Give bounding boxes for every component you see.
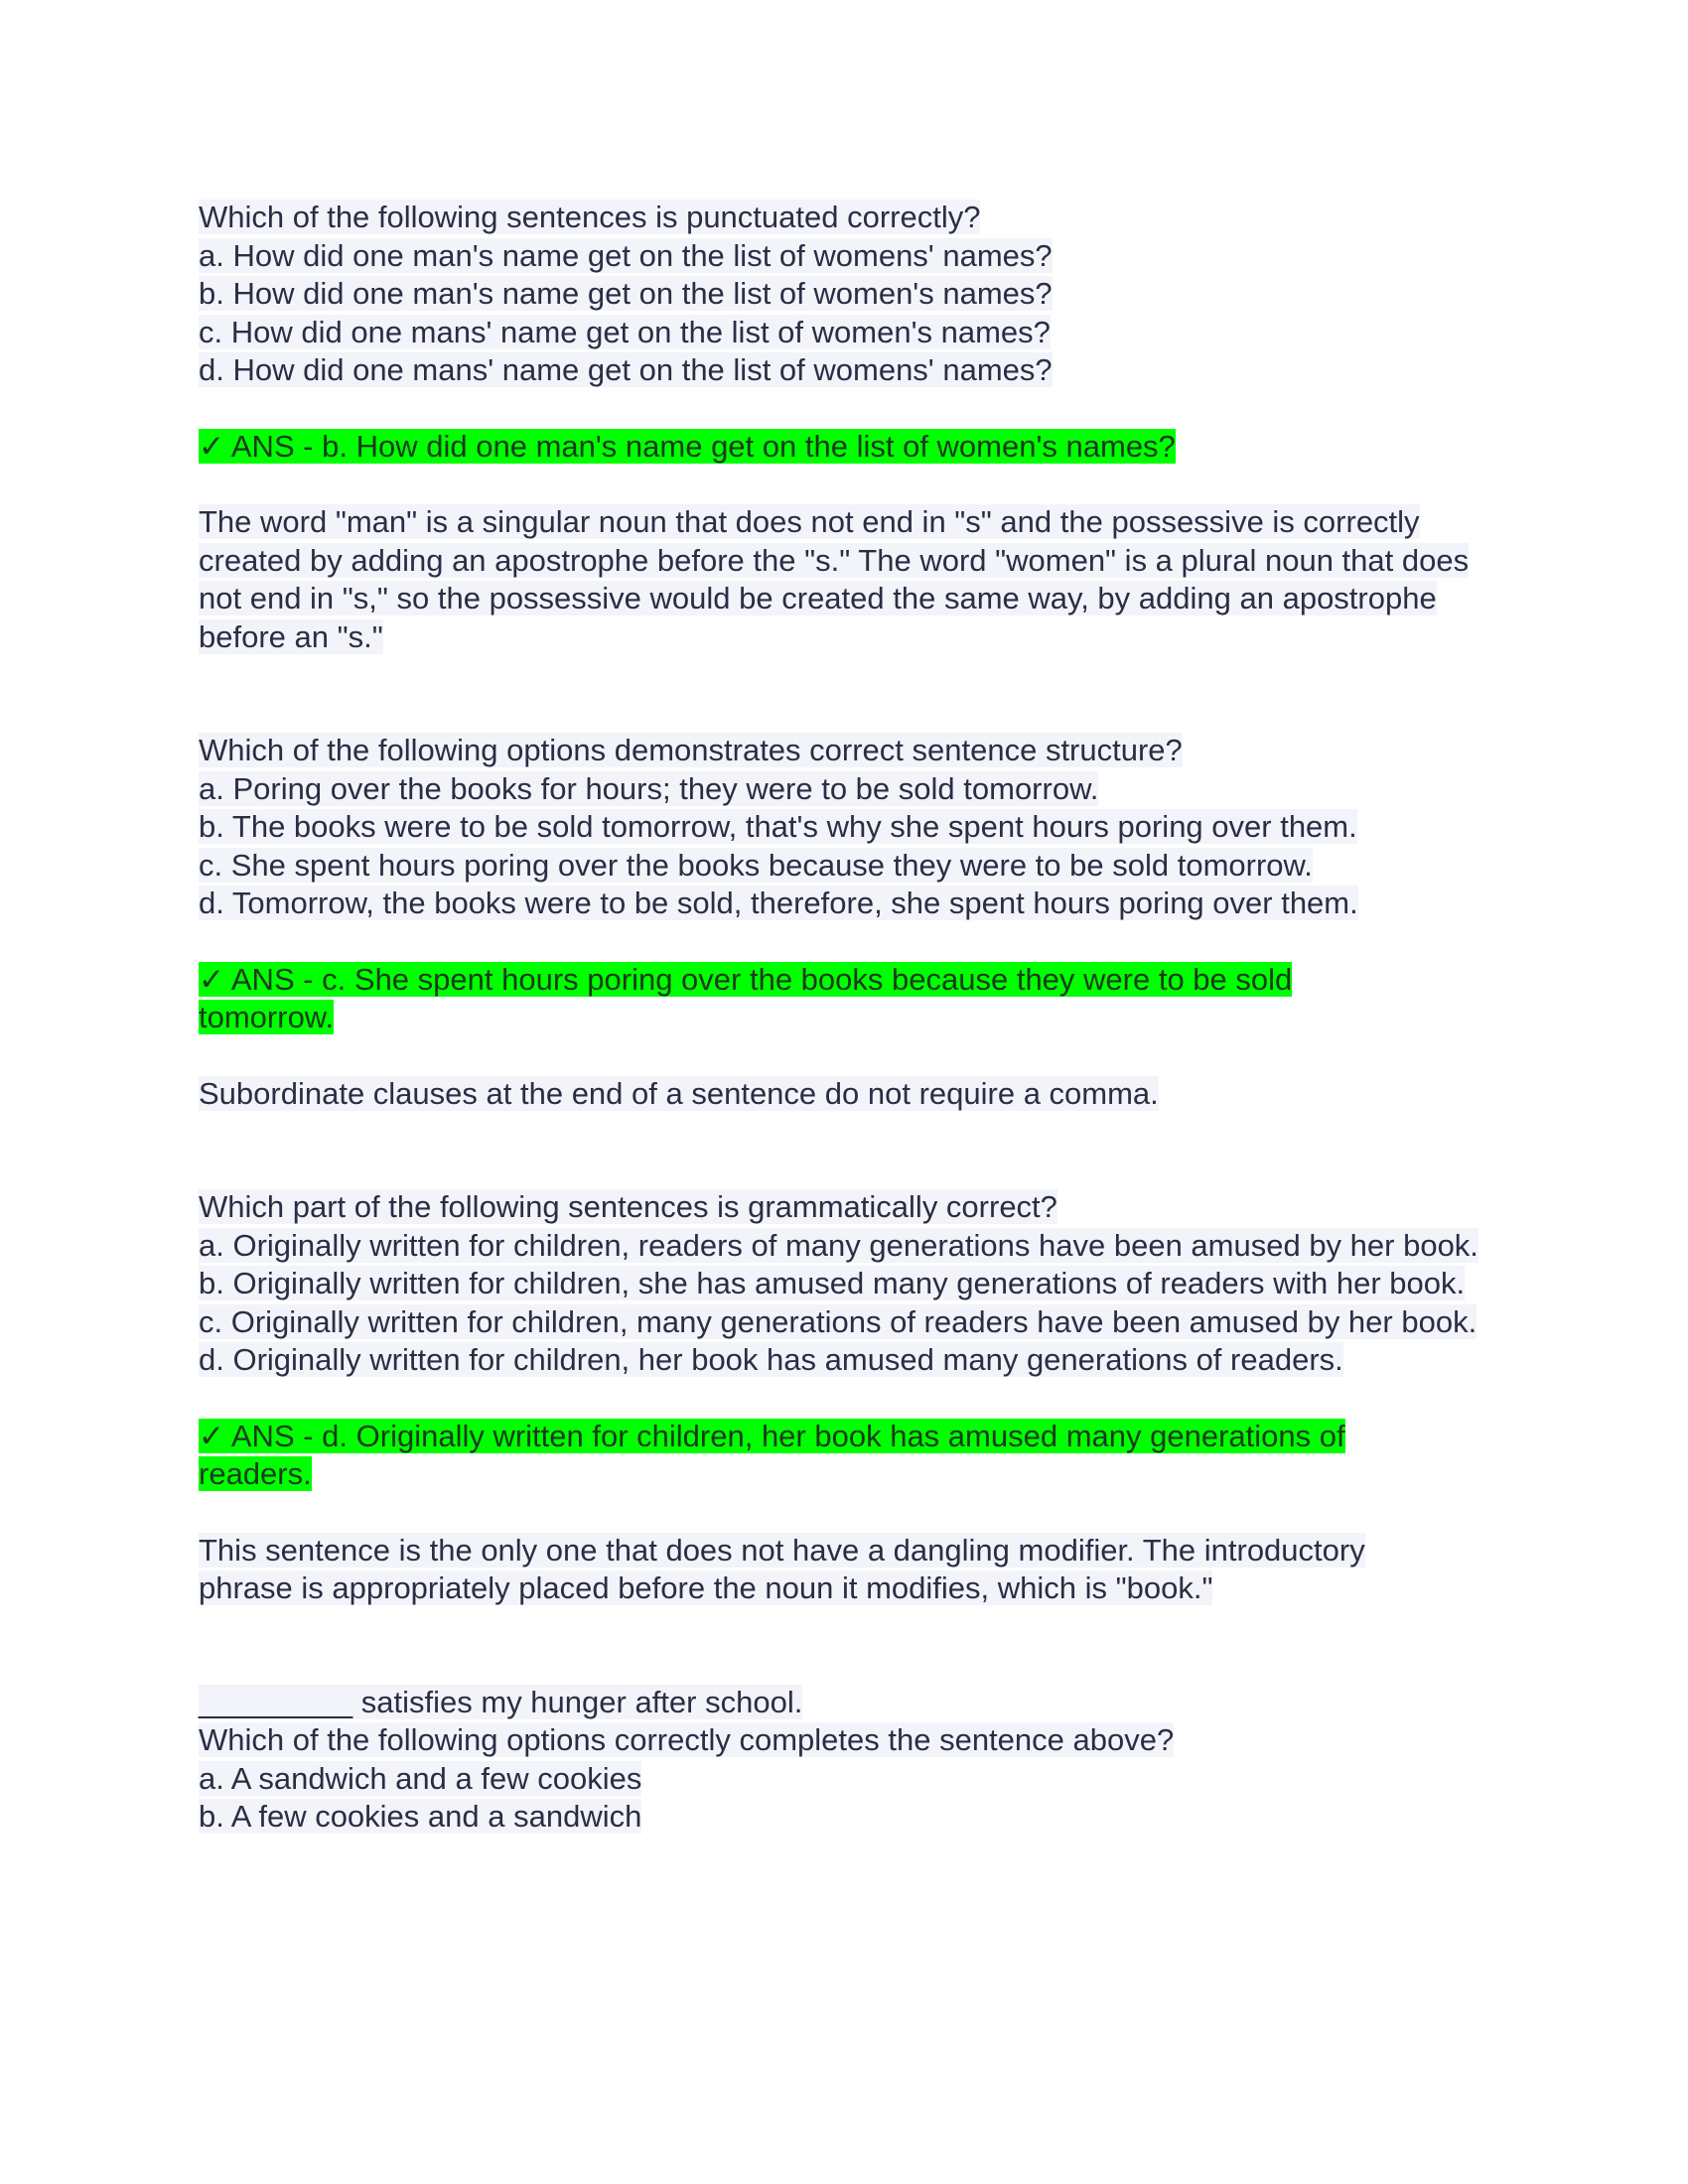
question-block	[199, 1188, 1489, 1608]
question-block	[199, 199, 1489, 656]
answer-explanation: Subordinate clauses at the end of a sentence do not require a comma.	[199, 1075, 1159, 1111]
answer-option: b. The books were to be sold tomorrow, that's why she spent hours poring over them.	[199, 809, 1357, 844]
question-stem: Which part of the following sentences is grammatically correct?	[199, 1189, 1057, 1224]
question-block	[199, 1684, 1489, 1837]
question-stem: _________ satisfies my hunger after school.	[199, 1684, 803, 1719]
answer-explanation: This sentence is the only one that does not have a dangling modifier. The introductory phrase is appropriately placed before the noun it modifies, which is "book."	[199, 1532, 1365, 1605]
answer-option: b. A few cookies and a sandwich	[199, 1799, 642, 1834]
answer-option: a. Originally written for children, readers of many generations have been amused by her book.	[199, 1227, 1478, 1263]
answer-option: c. How did one mans' name get on the list of women's names?	[199, 314, 1051, 349]
answer-option: a. A sandwich and a few cookies	[199, 1760, 642, 1796]
answer-option: b. How did one man's name get on the list of women's names?	[199, 276, 1053, 311]
question-stem: Which of the following options correctly completes the sentence above?	[199, 1722, 1175, 1757]
answer-option: b. Originally written for children, she has amused many generations of readers with her book.	[199, 1266, 1466, 1300]
correct-answer: ✓ ANS - c. She spent hours poring over the books because they were to be sold tomorrow.	[199, 961, 1293, 1034]
answer-option: d. How did one mans' name get on the list of womens' names?	[199, 352, 1053, 387]
answer-explanation: The word "man" is a singular noun that does not end in "s" and the possessive is correctly created by adding an apostrophe before the "s." The word "women" is a plural noun that does not end in "s," so the possessive would be created the same way, by adding an apostrophe before an "s."	[199, 504, 1470, 654]
correct-answer: ✓ ANS - d. Originally written for children, her book has amused many generations of readers.	[199, 1418, 1345, 1491]
question-stem: Which of the following sentences is punctuated correctly?	[199, 200, 981, 234]
answer-option: d. Tomorrow, the books were to be sold, therefore, she spent hours poring over them.	[199, 886, 1358, 920]
answer-option: c. She spent hours poring over the books because they were to be sold tomorrow.	[199, 847, 1313, 883]
correct-answer: ✓ ANS - b. How did one man's name get on the list of women's names?	[199, 428, 1176, 464]
answer-option: d. Originally written for children, her book has amused many generations of readers.	[199, 1342, 1343, 1377]
answer-option: c. Originally written for children, many generations of readers have been amused by her book.	[199, 1303, 1477, 1339]
question-stem: Which of the following options demonstrates correct sentence structure?	[199, 733, 1183, 767]
answer-option: a. Poring over the books for hours; they were to be sold tomorrow.	[199, 770, 1099, 806]
question-block	[199, 732, 1489, 1113]
document-page	[199, 199, 1489, 1837]
answer-option: a. How did one man's name get on the list of womens' names?	[199, 237, 1053, 273]
